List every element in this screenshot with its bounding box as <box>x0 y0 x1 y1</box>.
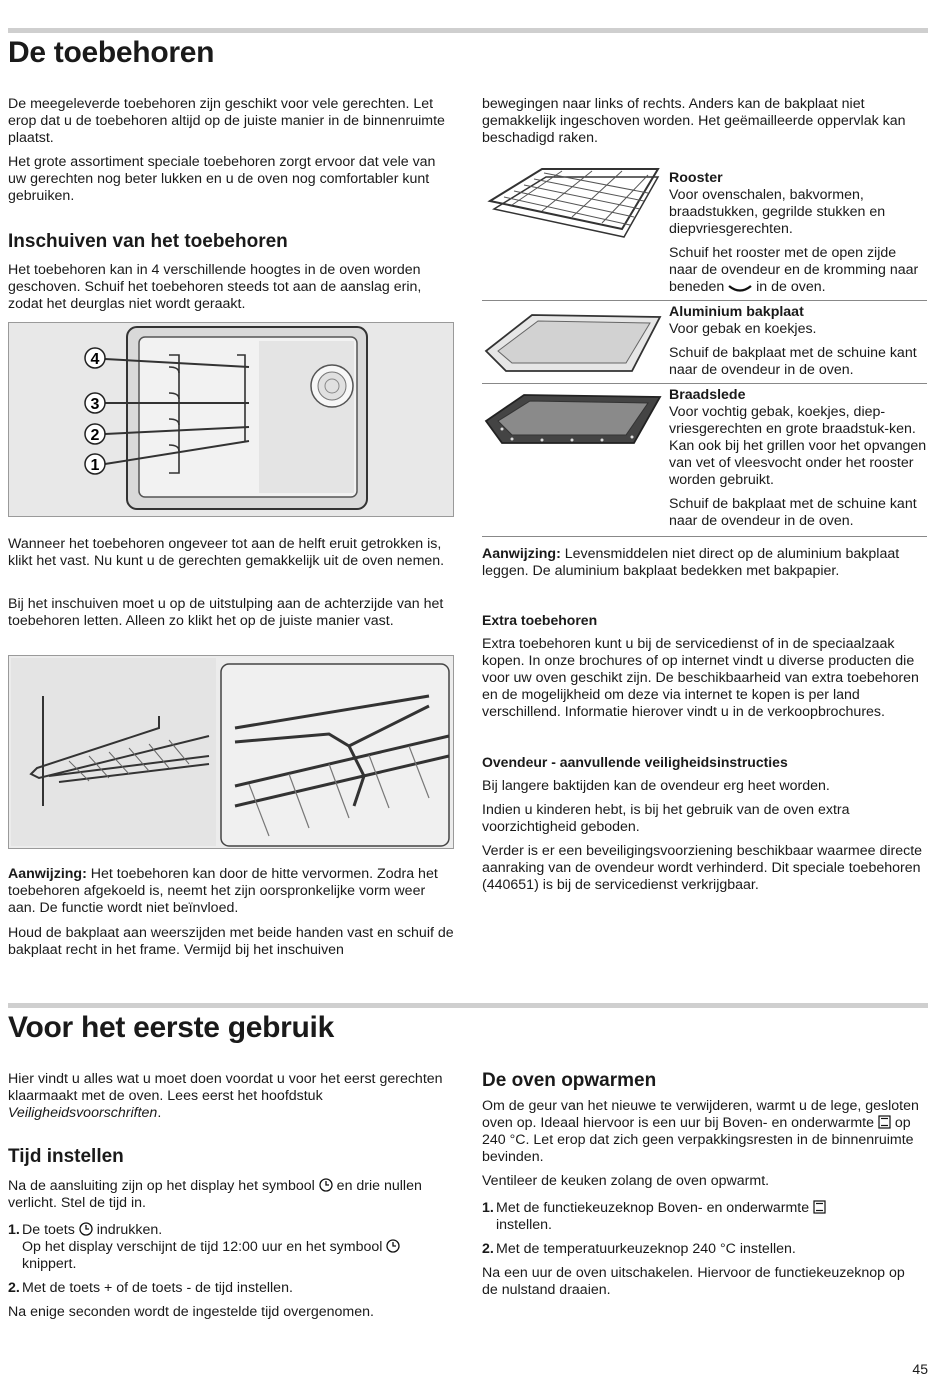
accessory-note: Schuif de bakplaat met de schuine kant naar de ovendeur in de oven. <box>669 496 917 529</box>
note-text: Het toebehoren kan door de hitte vervormen. Zodra het toebehoren afgekoeld is, neemt het zijn oorspronkelijke vorm weer aan. De functie wordt niet beïnvloed. <box>8 866 438 916</box>
paragraph: Wanneer het toebehoren ongeveer tot aan de helft eruit getrokken is, klikt het vast. Nu kunt u de gerechten gemakkelijk uit de oven nemen. <box>8 536 445 569</box>
accessory-desc: Voor ovenschalen, bakvormen, braadstukken, gegrilde stukken en diepvriesgerechten. <box>669 187 886 237</box>
intro-paragraph <box>8 1071 456 1122</box>
paragraph: Houd de bakplaat aan weerszijden met beide handen vast en schuif de bakplaat recht in het frame. Vermijd bij het inschuiven <box>8 925 454 958</box>
rack-detail-drawing <box>9 656 453 848</box>
step-text: Met de toets + of de toets - de tijd instellen. <box>22 1280 293 1296</box>
step-text: Met de functiekeuzeknop Boven- en onderwarmte <box>496 1200 814 1216</box>
rooster-description <box>669 170 927 303</box>
note-paragraph <box>482 546 924 580</box>
clock-icon <box>319 1178 333 1192</box>
step-subtext: Op het display verschijnt de tijd 12:00 uur en het symbool <box>22 1239 387 1255</box>
accessory-note-end: in de oven. <box>752 279 826 295</box>
step-item <box>8 1280 456 1297</box>
oven-levels-drawing <box>9 323 453 516</box>
paragraph: Na een uur de oven uitschakelen. Hiervoor de functiekeuzeknop op de nulstand draaien. <box>482 1265 905 1298</box>
clock-icon <box>386 1239 400 1253</box>
paragraph: Het toebehoren kan in 4 verschillende hoogtes in de oven worden geschoven. Schuif het toebehoren steeds tot aan de aanslag erin, zodat het deurglas niet wordt geraakt. <box>8 262 422 312</box>
accessory-desc: Voor gebak en koekjes. <box>669 321 817 337</box>
step-text: De toets <box>22 1222 79 1238</box>
heading-inschuiven: Inschuiven van het toebehoren <box>8 231 288 252</box>
level-label: 3 <box>90 396 100 413</box>
text: op 240 °C. Let erop dat zich geen verpakkingsresten in de binnenruimte bevinden. <box>482 1115 914 1165</box>
heading-tijd-instellen: Tijd instellen <box>8 1146 124 1167</box>
intro-paragraph: Het grote assortiment speciale toebehoren zorgt ervoor dat vele van uw gerechten nog beter lukken en u de oven nog comfortabler kunt gebruiken. <box>8 154 436 204</box>
oven-levels-illustration <box>8 322 454 517</box>
heading-extra-toebehoren: Extra toebehoren <box>482 612 598 628</box>
text: en drie nullen verlicht. Stel de tijd in. <box>8 1178 422 1211</box>
intro-end: . <box>157 1105 162 1121</box>
heading-ovendeur: Ovendeur - aanvullende veiligheidsinstructies <box>482 754 788 770</box>
accessory-name: Aluminium bakplaat <box>669 304 804 320</box>
rack-detail-illustration <box>8 655 454 849</box>
divider <box>482 383 927 384</box>
text: Om de geur van het nieuwe te verwijderen, warmt u de lege, gesloten oven op. Ideaal hiervoor is een uur bij Boven- en onderwarmte <box>482 1098 919 1131</box>
level-label: 2 <box>90 427 100 444</box>
step-subtext: knippert. <box>22 1256 77 1272</box>
braadslede-description <box>669 387 927 537</box>
step-text: instellen. <box>496 1217 552 1233</box>
section-rule <box>8 1003 928 1008</box>
step-number: 1. <box>8 1222 20 1238</box>
paragraph <box>8 1178 456 1212</box>
paragraph: Verder is er een beveiligingsvoorziening beschikbaar waarmee directe aanraking van de ovendeur wordt verhinderd. Dit speciale toebehoren (440651) is bij de servicedienst verkrijgbaar. <box>482 843 923 893</box>
step-item <box>482 1241 924 1258</box>
accessory-name: Rooster <box>669 170 723 186</box>
level-label: 4 <box>90 351 100 368</box>
note-label: Aanwijzing: <box>8 866 87 882</box>
paragraph: Bij het inschuiven moet u op de uitstulping aan de achterzijde van het toebehoren letten. Alleen zo klikt het op de juiste manier vast. <box>8 596 444 629</box>
aluminium-bakplaat-description <box>669 304 927 386</box>
page-number: 45 <box>912 1361 928 1377</box>
top-bottom-heat-icon <box>878 1115 891 1129</box>
note-paragraph <box>8 866 456 917</box>
intro-paragraph: De meegeleverde toebehoren zijn geschikt voor vele gerechten. Let erop dat u de toebehoren altijd op de juiste manier in de binnenruimte plaatst. <box>8 96 445 146</box>
accessory-name: Braadslede <box>669 387 746 403</box>
top-bottom-heat-icon <box>813 1200 826 1214</box>
step-number: 2. <box>482 1241 494 1257</box>
step-number: 1. <box>482 1200 494 1216</box>
heading-oven-opwarmen: De oven opwarmen <box>482 1070 657 1091</box>
braadslede-image <box>482 391 662 451</box>
paragraph: Ventileer de keuken zolang de oven opwarmt. <box>482 1173 770 1189</box>
paragraph: Extra toebehoren kunt u bij de servicedienst of in de speciaalzaak kopen. In onze brochures of op internet vindt u diverse producten die voor uw oven geschikt zijn. De beschikbaarheid van extra toebehoren en de mogelijkheid om deze via internet te kopen is per land verschillend. Informatie hierover vindt u in de verkoopbrochures. <box>482 636 919 720</box>
aluminium-bakplaat-image <box>482 307 662 377</box>
section-rule <box>8 28 928 33</box>
step-item <box>482 1200 924 1234</box>
accessory-note: Schuif het rooster met de open zijde naar de ovendeur en de kromming naar beneden <box>669 245 919 295</box>
clock-icon <box>79 1222 93 1236</box>
divider <box>482 536 927 537</box>
divider <box>482 300 927 301</box>
step-number: 2. <box>8 1280 20 1296</box>
paragraph: Bij langere baktijden kan de ovendeur erg heet worden. <box>482 778 830 794</box>
intro-reference: Veiligheidsvoorschriften <box>8 1105 158 1121</box>
section-title-eerste-gebruik: Voor het eerste gebruik <box>8 1011 334 1044</box>
section-title-toebehoren: De toebehoren <box>8 36 215 69</box>
paragraph-continued: bewegingen naar links of rechts. Anders kan de bakplaat niet gemakkelijk ingeschoven worden. Het geëmailleerde oppervlak kan beschadigd raken. <box>482 96 906 146</box>
paragraph <box>482 1098 924 1166</box>
curve-down-icon <box>728 283 752 293</box>
accessory-desc: Voor vochtig gebak, koekjes, diep-vriesgerechten en grote braadstuk-ken. Kan ook bij het grillen voor het opvangen van vet of vleesvocht onder het rooster worden gebruikt. <box>669 404 927 488</box>
level-label: 1 <box>90 457 100 474</box>
note-label: Aanwijzing: <box>482 546 561 562</box>
intro-text: Hier vindt u alles wat u moet doen voordat u voor het eerst gerechten klaarmaakt met de oven. Lees eerst het hoofdstuk <box>8 1071 443 1104</box>
accessory-note: Schuif de bakplaat met de schuine kant naar de ovendeur in de oven. <box>669 345 917 378</box>
note-text: Levensmiddelen niet direct op de aluminium bakplaat leggen. De aluminium bakplaat bedekken met bakpapier. <box>482 546 900 579</box>
text: Na de aansluiting zijn op het display het symbool <box>8 1178 319 1194</box>
step-text: Met de temperatuurkeuzeknop 240 °C instellen. <box>496 1241 796 1257</box>
paragraph: Indien u kinderen hebt, is bij het gebruik van de oven extra voorzichtigheid geboden. <box>482 802 850 835</box>
rooster-image <box>482 165 662 245</box>
step-item <box>8 1222 456 1273</box>
step-text: indrukken. <box>92 1222 163 1238</box>
paragraph: Na enige seconden wordt de ingestelde tijd overgenomen. <box>8 1304 374 1320</box>
